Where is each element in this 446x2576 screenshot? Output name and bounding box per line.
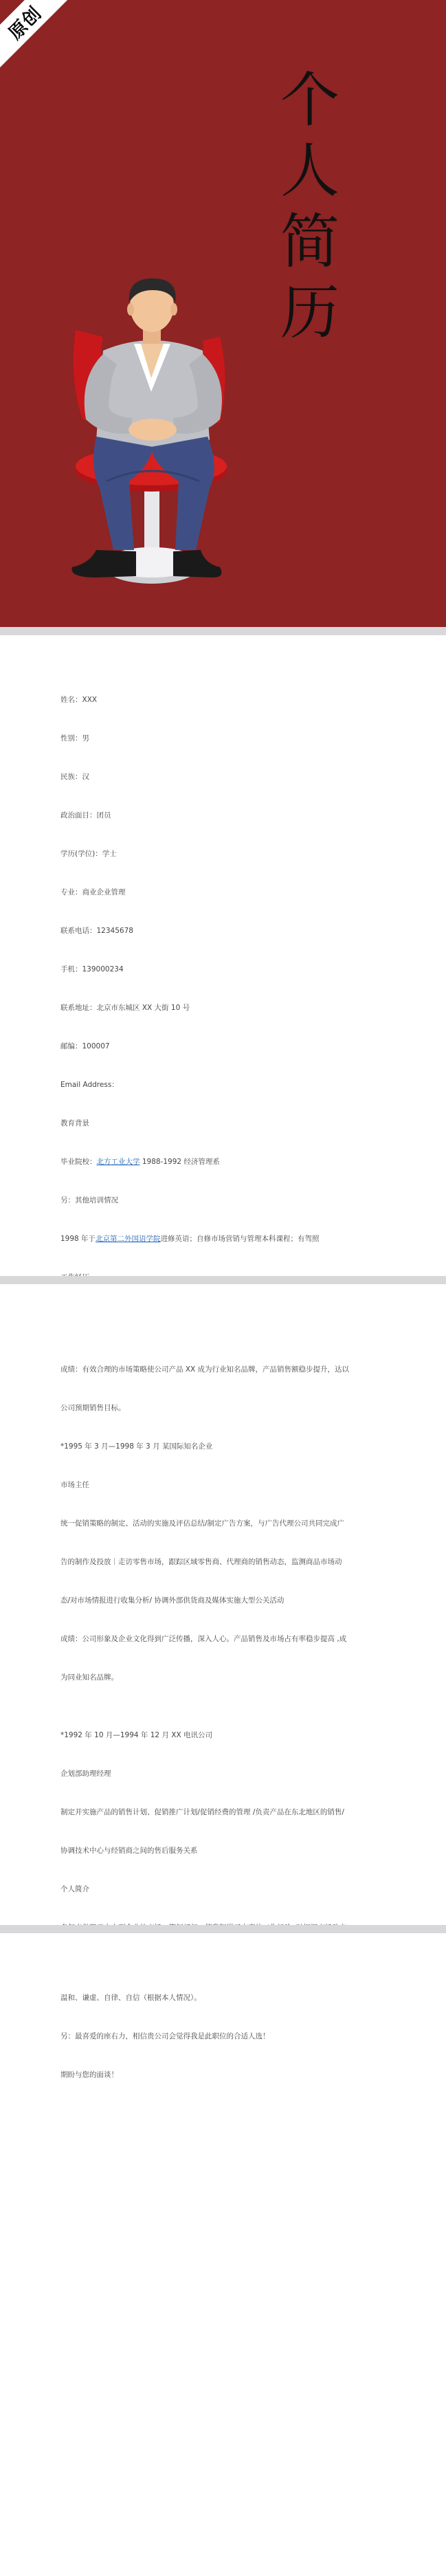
cover-title-char: 人 (280, 137, 339, 206)
work-desc-line: 统一促销策略的制定、活动的实施及评估总结/制定广告方案，与广告代理公司共同完成广 (60, 1519, 345, 1528)
original-badge (0, 0, 71, 69)
achievement-line: 成绩：有效合理的市场策略使公司产品 XX 成为行业知名品牌，产品销售额稳步提升，达以 (60, 1365, 350, 1374)
original-badge-label: 原创 (5, 3, 46, 44)
political-status-line: 政治面目：团员 (60, 811, 111, 819)
gender-line: 性别：男 (60, 734, 89, 742)
postcode-line: 邮编：100007 (60, 1042, 110, 1050)
education-heading: 教育背景 (60, 1119, 89, 1127)
work-desc-line: 协调技术中心与经销商之间的售后服务关系 (60, 1847, 198, 1855)
page-separator (0, 627, 446, 635)
cover-title (280, 65, 337, 349)
address-line: 联系地址：北京市东城区 XX 大街 10 号 (60, 1004, 190, 1012)
achievement-line: 公司预期销售目标。 (60, 1404, 126, 1412)
school-link[interactable]: 北方工业大学 (96, 1158, 140, 1166)
resume-page-1 (0, 635, 446, 1276)
achievement-line: 成绩：公司形象及企业文化得到广泛传播，深入人心。产品销售及市场占有率稳步提高 ,成 (60, 1635, 347, 1643)
further-study-line: 1998 年于北京第二外国语学院进修英语；自修市场营销与管理本科课程；有驾照 (60, 1235, 320, 1243)
mobile-line: 手机：139000234 (60, 965, 124, 973)
degree-line: 学历(学位)：学士 (60, 850, 117, 858)
achievement-line: 为同业知名品牌。 (60, 1673, 118, 1682)
work-desc-line: 告的制作及投放｜走访零售市场，跟踪区域零售商、代理商的销售动态，监测商品市场动 (60, 1558, 342, 1566)
work-desc-line: 制定并实施产品的销售计划、促销推广计划/促销经费的管理 /负责产品在东北地区的销售/ (60, 1808, 344, 1816)
ethnicity-line: 民族：汉 (60, 773, 89, 781)
email-line: Email Address： (60, 1081, 119, 1089)
closing-line: 期盼与您的面谈！ (60, 2071, 118, 2079)
work-role-line: 企划部助理经理 (60, 1770, 111, 1778)
name-line: 姓名：XXX (60, 696, 98, 704)
work-role-line: 市场主任 (60, 1481, 89, 1489)
phone-line: 联系电话：12345678 (60, 927, 133, 935)
page-separator (0, 1925, 446, 1933)
work-period-line: *1995 年 3 月—1998 年 3 月 某国际知名企业 (60, 1442, 213, 1451)
school-line: 毕业院校：北方工业大学 1988-1992 经济管理系 (60, 1158, 220, 1166)
resume-page-3 (0, 1933, 446, 2576)
work-period-line: *1992 年 10 月—1994 年 12 月 XX 电讯公司 (60, 1731, 213, 1739)
page-separator (0, 1276, 446, 1284)
profile-heading: 个人简介 (60, 1885, 89, 1893)
seated-man-illustration (48, 275, 261, 598)
resume-cover (0, 0, 446, 627)
closing-line: 另：最喜爱的座右力，相信贵公司会觉得我是此职位的合适人选！ (60, 2032, 270, 2040)
cover-title-char: 历 (280, 278, 339, 347)
cover-title-char: 个 (280, 66, 339, 135)
personality-line: 温和、谦虚、自律、自信（根据本人情况）。 (60, 1994, 201, 2002)
cover-title-char: 简 (280, 208, 339, 276)
resume-page-2 (0, 1284, 446, 1925)
major-line: 专业：商业企业管理 (60, 888, 126, 896)
institute-link[interactable]: 北京第二外国语学院 (96, 1235, 161, 1243)
training-line: 另：其他培训情况 (60, 1196, 118, 1204)
work-desc-line: 态/对市场情报进行收集分析/ 协调外部供货商及媒体实施大型公关活动 (60, 1596, 285, 1605)
page-3-content (60, 1988, 383, 2084)
